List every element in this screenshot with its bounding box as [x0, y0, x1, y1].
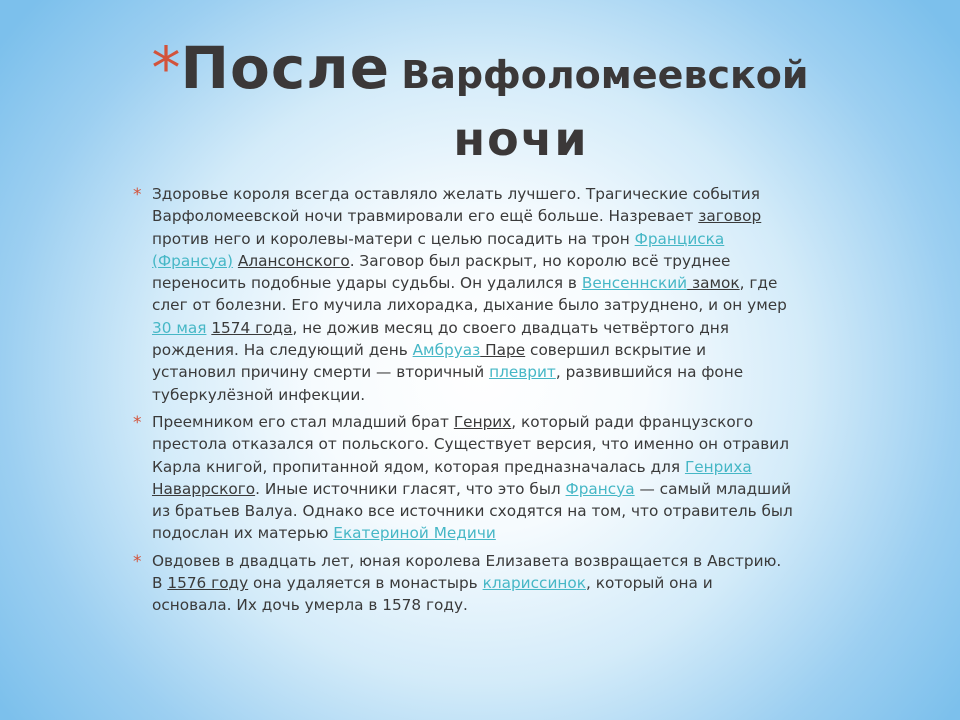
title-word-varfolomeevskoy: Варфоломеевской	[401, 53, 809, 97]
paragraph-text: Здоровье короля всегда оставляло желать лучшего. Трагические события Варфоломеевской ночи травмировали его ещё больше. Назревает	[152, 185, 760, 226]
hyperlink[interactable]: Алансонского	[237, 251, 350, 270]
paragraph-text: , развившийся на фоне туберкулёзной инфекции.	[152, 363, 744, 404]
hyperlink[interactable]: Генрих	[453, 412, 512, 431]
slide-title	[0, 26, 960, 168]
hyperlink[interactable]: Наваррского	[152, 479, 256, 498]
hyperlink[interactable]: 30 мая	[152, 318, 207, 337]
hyperlink[interactable]: заговор	[698, 207, 762, 226]
paragraph-text: , не дожив месяц до своего двадцать четвёртого дня рождения. На следующий день	[152, 318, 730, 360]
hyperlink[interactable]: плеврит	[489, 363, 556, 382]
title-line-1	[0, 26, 960, 110]
hyperlink[interactable]: 1574 года	[211, 318, 293, 337]
paragraph-text: Преемником его стал младший брат	[152, 412, 454, 431]
hyperlink[interactable]: клариссинок	[482, 574, 586, 593]
paragraph-text: против него и королевы-матери с целью посадить на трон	[152, 229, 635, 248]
hyperlink[interactable]: Паре	[480, 341, 526, 360]
bullet-paragraph	[133, 411, 793, 545]
title-star-icon: *	[151, 34, 181, 102]
paragraph-text: . Иные источники гласят, что это был	[255, 479, 566, 498]
title-word-nochi: ночи	[453, 112, 589, 166]
bullet-paragraph	[133, 550, 793, 617]
paragraph-text: Овдовев в двадцать лет, юная королева Елизавета возвращается в Австрию. В	[152, 551, 782, 593]
hyperlink[interactable]: Амбруаз	[412, 341, 481, 360]
paragraph-text: . Заговор был раскрыт, но королю всё труднее переносить подобные удары судьбы. Он удалился в	[152, 251, 731, 293]
hyperlink[interactable]: 1576 году	[167, 574, 249, 593]
bullet-star-icon: *	[133, 412, 142, 433]
paragraph-text: — самый младший из братьев Валуа. Однако все источники сходятся на том, что отравитель был подослан их матерью	[152, 479, 793, 543]
hyperlink[interactable]: замок	[687, 274, 740, 293]
hyperlink[interactable]: Франциска (Франсуа)	[152, 229, 725, 270]
paragraph-text: , который ради французского престола отказался от польского. Существует версия, что именно он отравил Карла книгой, пропитанной ядом, которая предназначалась для	[152, 412, 790, 476]
bullet-star-icon: *	[133, 185, 142, 205]
hyperlink[interactable]: Генриха	[684, 457, 752, 476]
hyperlink[interactable]: Венсеннский	[581, 274, 688, 293]
paragraph-text: , который она и основала. Их дочь умерла в 1578 году.	[152, 574, 713, 615]
bullet-star-icon: *	[133, 551, 142, 572]
paragraph-text: совершил вскрытие и установил причину смерти — вторичный	[152, 341, 707, 382]
paragraph-text: , где слег от болезни. Его мучила лихорадка, дыхание было затруднено, и он умер	[152, 274, 787, 315]
title-word-posle: После	[180, 34, 391, 102]
hyperlink[interactable]: Франсуа	[565, 479, 635, 498]
paragraph-text: она удаляется в монастырь	[248, 574, 483, 593]
slide-body	[133, 183, 793, 622]
hyperlink[interactable]: Екатериной Медичи	[333, 524, 496, 543]
bullet-paragraph	[133, 183, 793, 406]
